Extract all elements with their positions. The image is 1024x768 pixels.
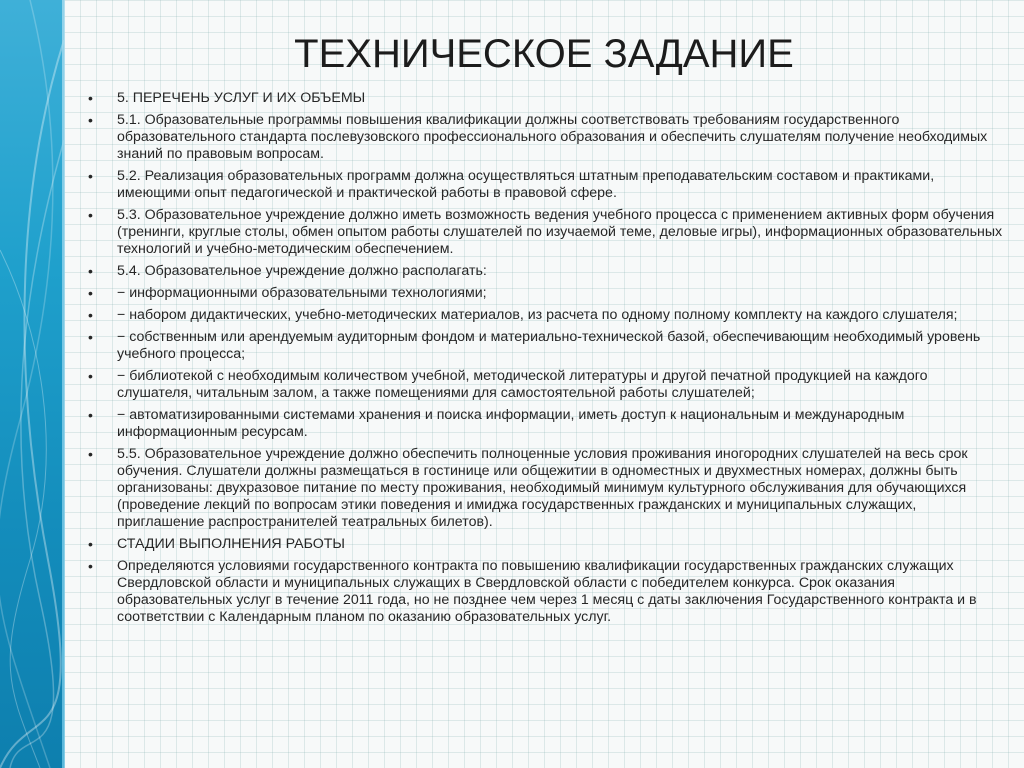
- slide-title: ТЕХНИЧЕСКОЕ ЗАДАНИЕ: [294, 32, 794, 76]
- bullet-text: Определяются условиями государственного контракта по повышению квалификации государственных гражданских служащих Свердловской области и муниципальных служащих в Свердловской области с победителем конкурса. Срок оказания образовательных услуг в течение 2011 года, но не позднее чем через 1 месяц с даты заключения Государственного контракта и в соответствии с Календарным планом по оказанию образовательных услуг.: [117, 558, 977, 625]
- bullet-marker: •: [88, 307, 93, 323]
- decorative-wave-lines: [0, 0, 64, 768]
- side-band-edge: [62, 0, 65, 768]
- bullet-text: − автоматизированными системами хранения и поиска информации, иметь доступ к национальным и международным информационным ресурсам.: [117, 407, 905, 440]
- bullet-text: 5.3. Образовательное учреждение должно иметь возможность ведения учебного процесса с применением активных форм обучения (тренинги, круглые столы, обмен опытом работы слушателей по изучаемой теме, деловые игры), информационных образовательных технологий и учебно-методическим обеспечением.: [117, 207, 1003, 257]
- bullet-marker: •: [88, 263, 93, 279]
- bullet-item-library: [88, 368, 1006, 402]
- bullet-text: СТАДИИ ВЫПОЛНЕНИЯ РАБОТЫ: [117, 536, 345, 552]
- bullet-marker: •: [88, 112, 93, 128]
- bullet-item-stages-heading: [88, 536, 1006, 553]
- bullet-item-5-3: [88, 207, 1006, 258]
- bullet-marker: •: [88, 285, 93, 301]
- bullet-text: − собственным или арендуемым аудиторным фондом и материально-технической базой, обеспечивающим необходимый уровень учебного процесса;: [117, 329, 981, 362]
- bullet-item-5-5: [88, 446, 1006, 531]
- content-bullet-list: [88, 90, 1006, 631]
- bullet-text: 5.2. Реализация образовательных программ должна осуществляться штатным преподавательским составом и практиками, имеющими опыт педагогической и практической работы в правовой сфере.: [117, 168, 935, 201]
- bullet-text: 5.5. Образовательное учреждение должно обеспечить полноценные условия проживания иногородних слушателей на весь срок обучения. Слушатели должны размещаться в гостинице или общежитии в одноместных и двухместных номерах, должны быть организованы: двухразовое питание по месту проживания, необходимый минимум культурного обслуживания для обучающихся (проведение лекций по вопросам этики поведения и имиджа государственных гражданских и муниципальных служащих, приглашение распространителей театральных билетов).: [117, 446, 968, 530]
- bullet-text: 5. ПЕРЕЧЕНЬ УСЛУГ И ИХ ОБЪЕМЫ: [117, 90, 366, 106]
- bullet-marker: •: [88, 329, 93, 345]
- bullet-text: − библиотекой с необходимым количеством учебной, методической литературы и другой печатной продукцией на каждого слушателя, читальным залом, а также помещениями для самостоятельной работы слушателей;: [117, 368, 928, 401]
- bullet-marker: •: [88, 207, 93, 223]
- bullet-text: − информационными образовательными технологиями;: [117, 285, 487, 301]
- bullet-item-technologies: [88, 285, 1006, 302]
- bullet-item-5-4: [88, 263, 1006, 280]
- decorative-side-band: [0, 0, 64, 768]
- bullet-marker: •: [88, 407, 93, 423]
- bullet-item-information-systems: [88, 407, 1006, 441]
- bullet-item-5-2: [88, 168, 1006, 202]
- bullet-text: − набором дидактических, учебно-методических материалов, из расчета по одному полному комплекту на каждого слушателя;: [117, 307, 958, 323]
- bullet-marker: •: [88, 536, 93, 552]
- bullet-text: 5.4. Образовательное учреждение должно располагать:: [117, 263, 487, 279]
- bullet-marker: •: [88, 558, 93, 574]
- bullet-item-services-heading: [88, 90, 1006, 107]
- bullet-marker: •: [88, 446, 93, 462]
- bullet-marker: •: [88, 90, 93, 106]
- bullet-item-stages-description: [88, 558, 1006, 626]
- bullet-marker: •: [88, 368, 93, 384]
- bullet-text: 5.1. Образовательные программы повышения квалификации должны соответствовать требованиям государственного образовательного стандарта послевузовского профессионального образования и обеспечить слушателям получение необходимых знаний по правовым вопросам.: [117, 112, 988, 162]
- bullet-item-materials: [88, 307, 1006, 324]
- bullet-item-classroom-fund: [88, 329, 1006, 363]
- bullet-marker: •: [88, 168, 93, 184]
- bullet-item-5-1: [88, 112, 1006, 163]
